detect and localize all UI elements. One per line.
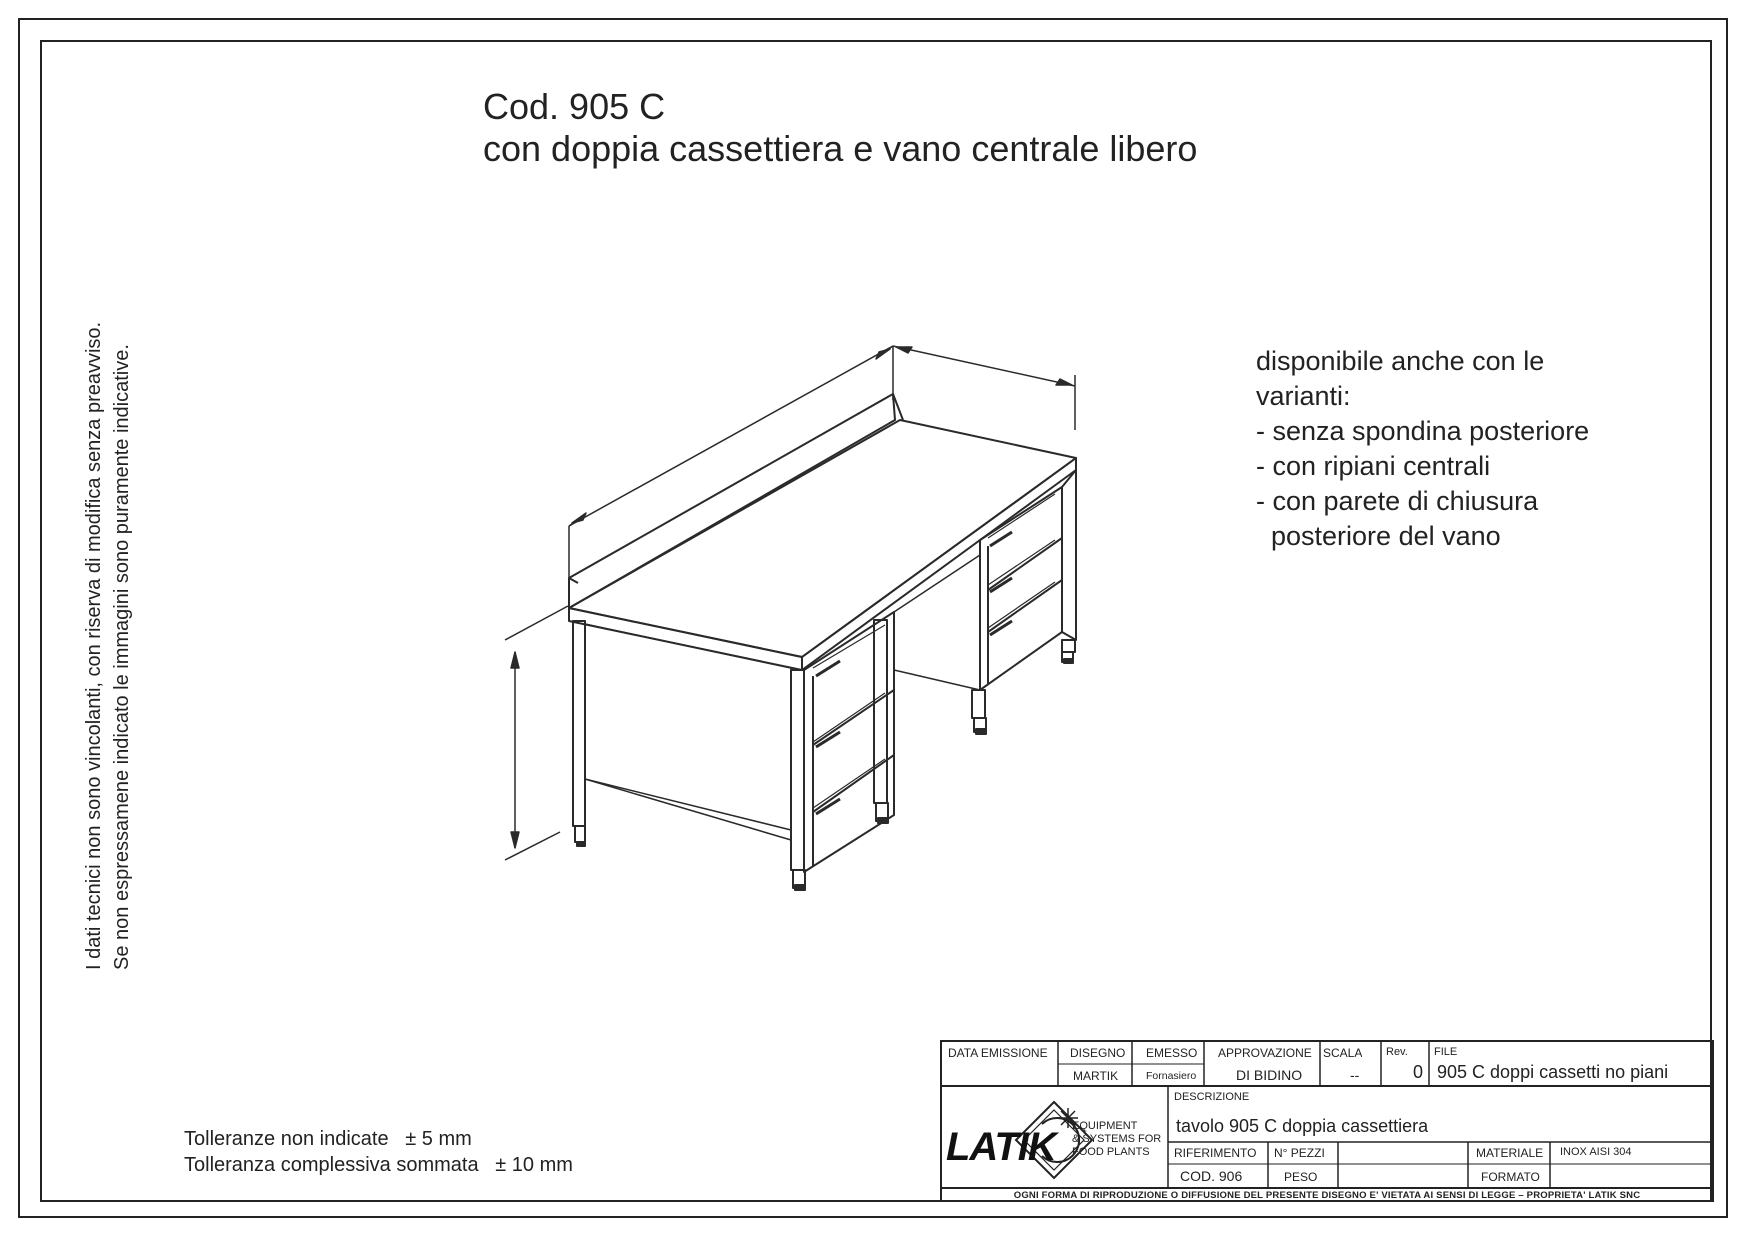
- label-file: FILE: [1434, 1046, 1458, 1058]
- label-rev: Rev.: [1386, 1046, 1408, 1058]
- middle-back-panel: [894, 555, 980, 690]
- variants-line: - con ripiani centrali: [1256, 451, 1491, 481]
- label-riferimento: RIFERIMENTO: [1174, 1146, 1257, 1160]
- logo-wordmark: LATIK: [946, 1125, 1056, 1169]
- title-block: [940, 1040, 1714, 1202]
- worktop: [569, 420, 1076, 670]
- value-descrizione: tavolo 905 C doppia cassettiera: [1176, 1116, 1429, 1136]
- variants-line: - senza spondina posteriore: [1256, 416, 1590, 446]
- product-subtitle: con doppia cassettiera e vano centrale libero: [483, 128, 1198, 169]
- label-approvazione: APPROVAZIONE: [1218, 1046, 1312, 1060]
- value-file: 905 C doppi cassetti no piani: [1437, 1062, 1669, 1082]
- variants-line: varianti:: [1256, 381, 1351, 411]
- label-materiale: MATERIALE: [1476, 1146, 1544, 1160]
- label-n-pezzi: N° PEZZI: [1274, 1146, 1325, 1160]
- disclaimer-line-2: Se non espressamene indicato le immagini sono puramente indicative.: [111, 344, 133, 970]
- left-side-panel: [585, 624, 791, 840]
- left-front-leg: [573, 621, 585, 846]
- value-approvazione: DI BIDINO: [1236, 1067, 1303, 1083]
- pedestal-left-corner-leg: [791, 670, 805, 890]
- logo-tagline: [1072, 1120, 1161, 1159]
- label-formato: FORMATO: [1481, 1170, 1540, 1184]
- product-code: Cod. 905 C: [483, 86, 666, 127]
- backsplash: [569, 394, 903, 608]
- tolerance-line-2: Tolleranza complessiva sommata ± 10 mm: [184, 1154, 573, 1176]
- logo-tagline-line: FOOD PLANTS: [1072, 1146, 1150, 1158]
- variants-line: - con parete di chiusura: [1256, 486, 1539, 516]
- value-emesso: Fornasiero: [1146, 1070, 1197, 1082]
- label-emesso: EMESSO: [1146, 1046, 1198, 1060]
- tolerance-line-1: Tolleranze non indicate ± 5 mm: [184, 1128, 472, 1150]
- label-peso: PESO: [1284, 1170, 1318, 1184]
- value-rev: 0: [1413, 1062, 1424, 1082]
- value-riferimento: COD. 906: [1180, 1168, 1243, 1184]
- left-drawer-unit: [804, 612, 894, 872]
- disclaimer-line-1: I dati tecnici non sono vincolanti, con riserva di modifica senza preavviso.: [83, 321, 105, 970]
- right-drawer-unit: [972, 470, 1076, 734]
- variants-line: posteriore del vano: [1256, 521, 1501, 551]
- logo-tagline-line: EQUIPMENT: [1072, 1120, 1138, 1132]
- label-descrizione: DESCRIZIONE: [1174, 1091, 1250, 1103]
- value-scala: --: [1350, 1067, 1360, 1083]
- label-disegno: DISEGNO: [1070, 1046, 1126, 1060]
- value-disegno: MARTIK: [1073, 1069, 1119, 1083]
- label-data-emissione: DATA EMISSIONE: [948, 1046, 1048, 1060]
- variants-line: disponibile anche con le: [1256, 346, 1545, 376]
- value-materiale: INOX AISI 304: [1560, 1146, 1632, 1158]
- label-scala: SCALA: [1323, 1046, 1363, 1060]
- latik-logo: [942, 1088, 1167, 1188]
- logo-tagline-line: & SYSTEMS FOR: [1072, 1133, 1162, 1145]
- copyright-footer: OGNI FORMA DI RIPRODUZIONE O DIFFUSIONE DEL PRESENTE DISEGNO E' VIETATA AI SENSI DI LEGGE – PROPRIETA' LATIK SNC: [1013, 1190, 1641, 1201]
